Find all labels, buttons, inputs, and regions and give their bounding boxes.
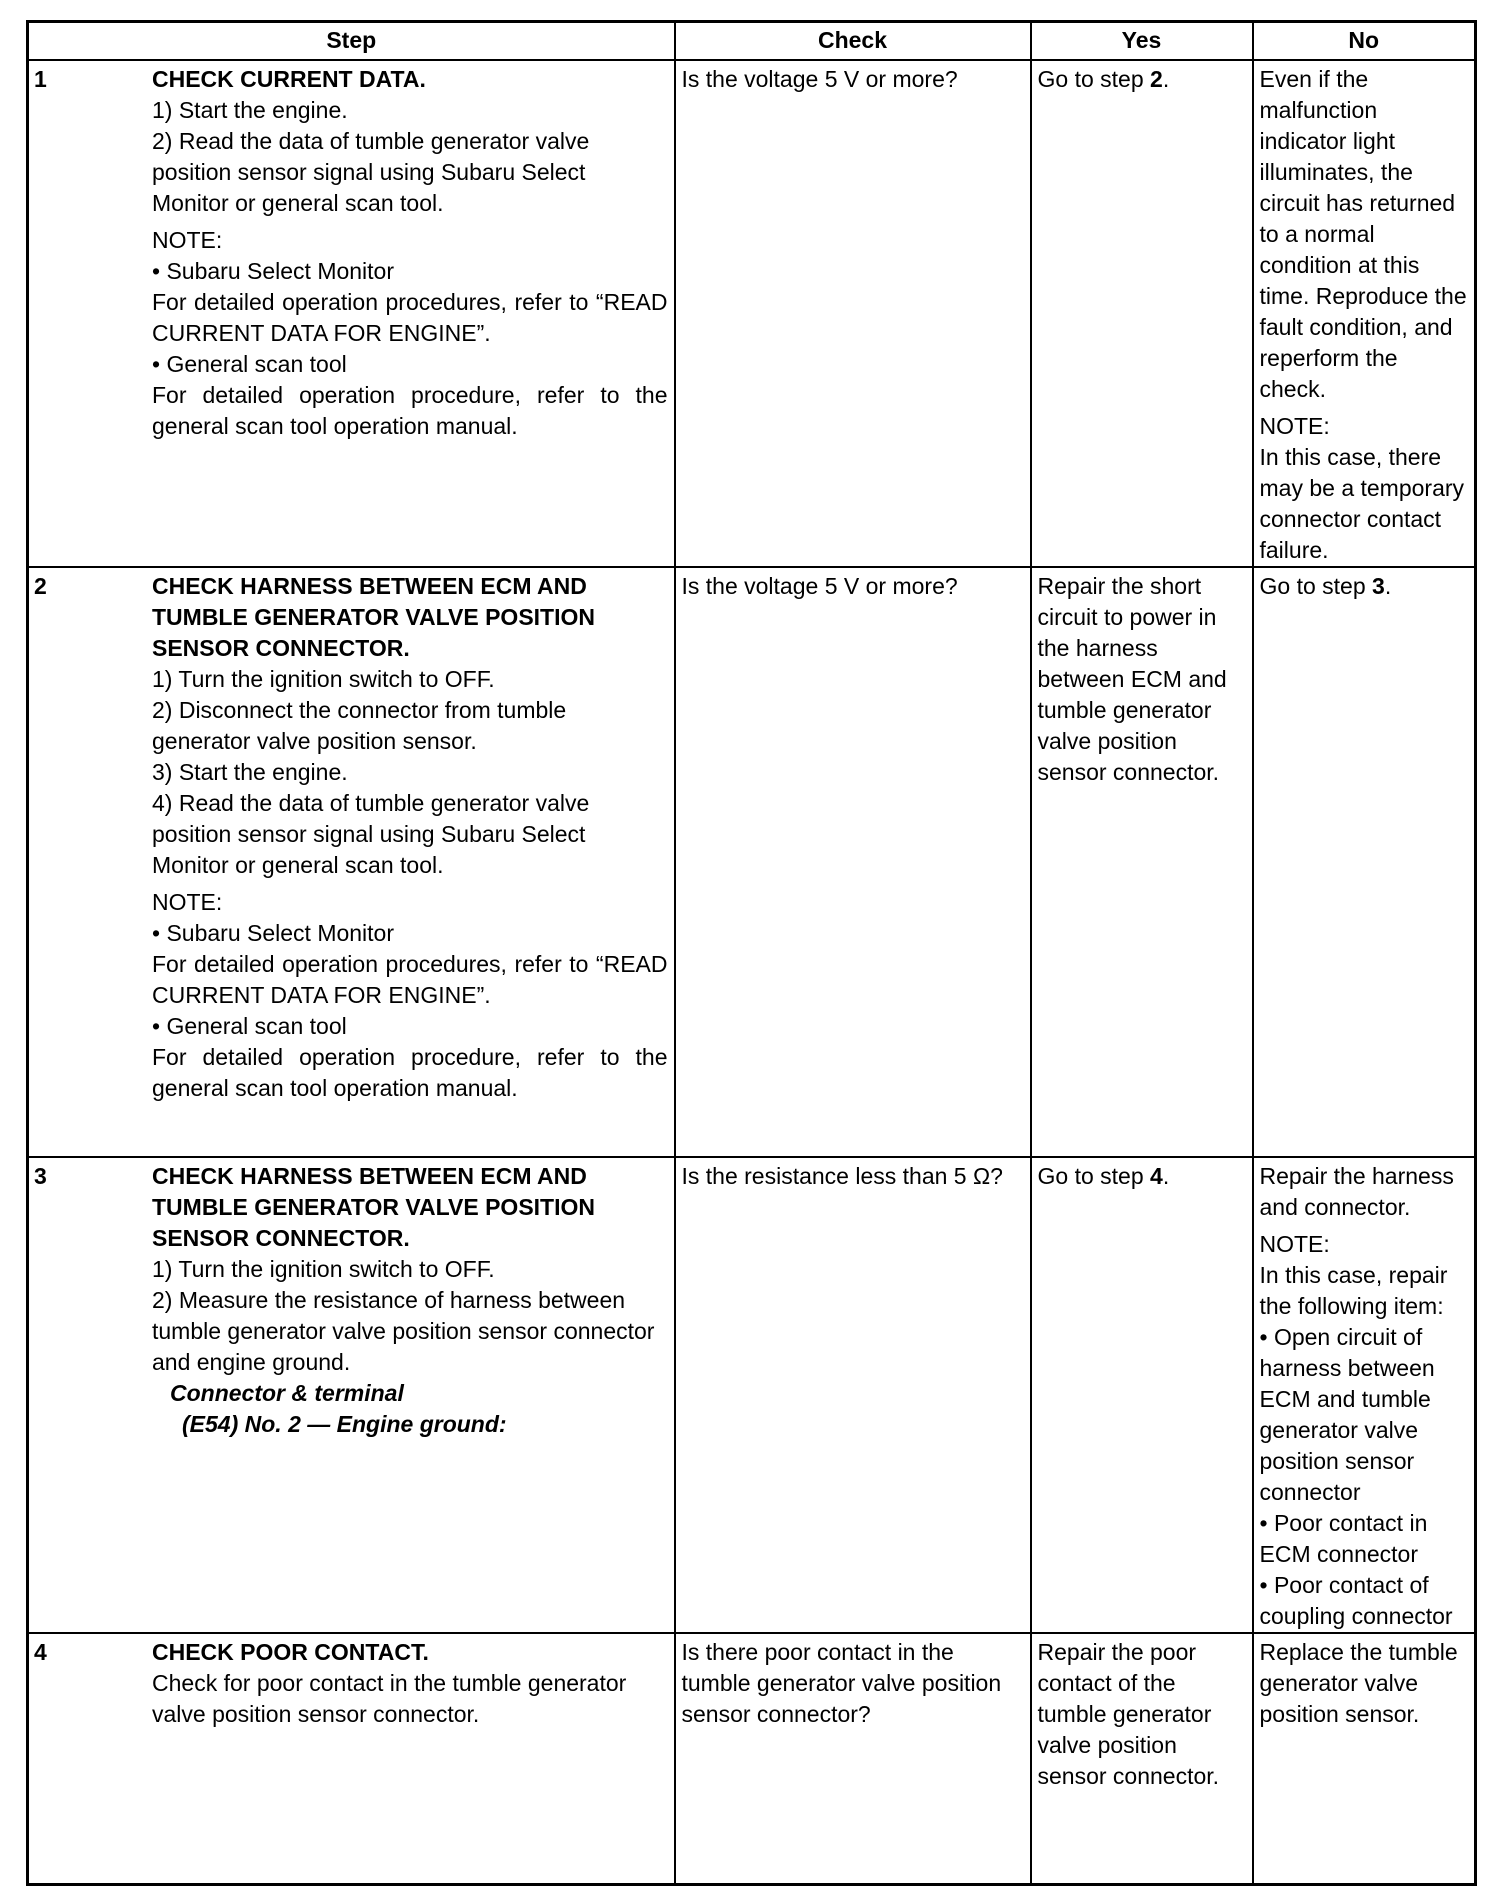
check-cell: Is the voltage 5 V or more?: [675, 567, 1031, 1157]
step-number: 4: [34, 1638, 47, 1665]
list-item: • Open circuit of harness between ECM and tumble generator valve position sensor connector: [1259, 1323, 1435, 1505]
step-cell: [28, 567, 675, 1157]
step-instruction: 1) Start the engine.: [152, 96, 348, 123]
step-number: 2: [34, 572, 47, 599]
yes-cell: Repair the short circuit to power in the harness between ECM and tumble generator valve position sensor connector.: [1031, 567, 1253, 1157]
step-cell: [28, 1157, 675, 1633]
no-cell: [1253, 1157, 1476, 1633]
step-number: 3: [34, 1162, 47, 1189]
step-instruction: 2) Disconnect the connector from tumble generator valve position sensor.: [152, 696, 567, 754]
step-reference: 3: [1372, 572, 1385, 599]
note-text: In this case, repair the following item:: [1259, 1261, 1448, 1319]
list-item: • Poor contact of coupling connector: [1259, 1571, 1453, 1629]
table-row-step-1: [28, 60, 1476, 567]
list-item: • Poor contact in ECM connector: [1259, 1509, 1428, 1567]
yes-cell: Repair the poor contact of the tumble generator valve position sensor connector.: [1031, 1633, 1253, 1885]
check-cell: Is there poor contact in the tumble generator valve position sensor connector?: [675, 1633, 1031, 1885]
note-bullet: • General scan tool: [152, 1012, 347, 1039]
no-suffix: .: [1384, 572, 1392, 599]
step-instruction: 3) Start the engine.: [152, 758, 348, 785]
note-label: NOTE:: [1259, 412, 1330, 439]
step-number: 1: [34, 65, 47, 92]
yes-cell: [1031, 60, 1253, 567]
step-instruction: 2) Read the data of tumble generator valve position sensor signal using Subaru Select Monitor or general scan tool.: [152, 127, 590, 216]
step-instruction: Check for poor contact in the tumble generator valve position sensor connector.: [152, 1669, 627, 1727]
check-cell: Is the voltage 5 V or more?: [675, 60, 1031, 567]
no-cell: [1253, 567, 1476, 1157]
header-no: No: [1253, 22, 1476, 60]
yes-suffix: .: [1162, 65, 1170, 92]
note-text: For detailed operation procedure, refer to the general scan tool operation manual.: [152, 381, 668, 439]
note-label: NOTE:: [152, 226, 223, 253]
no-text: Repair the harness and connector.: [1259, 1162, 1454, 1220]
note-text: For detailed operation procedures, refer to “READ CURRENT DATA FOR ENGINE”.: [152, 288, 668, 346]
note-bullet: • Subaru Select Monitor: [152, 257, 395, 284]
step-instruction: 4) Read the data of tumble generator valve position sensor signal using Subaru Select Monitor or general scan tool.: [152, 789, 590, 878]
yes-text: Go to step: [1037, 1162, 1151, 1189]
step-cell: [28, 60, 675, 567]
no-cell: [1253, 60, 1476, 567]
note-label: NOTE:: [152, 888, 223, 915]
table-row-step-2: [28, 567, 1476, 1157]
table-row-step-4: [28, 1633, 1476, 1885]
table-row-step-3: [28, 1157, 1476, 1633]
check-cell: Is the resistance less than 5 Ω?: [675, 1157, 1031, 1633]
note-bullet: • General scan tool: [152, 350, 347, 377]
step-title: CHECK HARNESS BETWEEN ECM AND TUMBLE GENERATOR VALVE POSITION SENSOR CONNECTOR.: [152, 1162, 595, 1251]
step-cell: [28, 1633, 675, 1885]
step-reference: 2: [1150, 65, 1163, 92]
yes-suffix: .: [1162, 1162, 1170, 1189]
note-text: For detailed operation procedures, refer to “READ CURRENT DATA FOR ENGINE”.: [152, 950, 668, 1008]
step-instruction: 2) Measure the resistance of harness between tumble generator valve position sensor connector and engine ground.: [152, 1286, 655, 1375]
note-text: For detailed operation procedure, refer to the general scan tool operation manual.: [152, 1043, 668, 1101]
spec-label: Connector & terminal: [170, 1379, 404, 1406]
header-check: Check: [675, 22, 1031, 60]
step-title: CHECK HARNESS BETWEEN ECM AND TUMBLE GENERATOR VALVE POSITION SENSOR CONNECTOR.: [152, 572, 595, 661]
note-bullet: • Subaru Select Monitor: [152, 919, 395, 946]
header-step: Step: [28, 22, 675, 60]
diagnostic-table: [26, 20, 1477, 1886]
note-text: In this case, there may be a temporary connector contact failure.: [1259, 443, 1465, 563]
header-yes: Yes: [1031, 22, 1253, 60]
spec-value: (E54) No. 2 — Engine ground:: [182, 1410, 507, 1437]
no-cell: Replace the tumble generator valve position sensor.: [1253, 1633, 1476, 1885]
no-text: Go to step: [1259, 572, 1373, 599]
step-instruction: 1) Turn the ignition switch to OFF.: [152, 1255, 495, 1282]
header-row: [28, 22, 1476, 60]
no-text: Even if the malfunction indicator light illuminates, the circuit has returned to a normal condition at this time. Reproduce the fault condition, and reperform the check.: [1259, 65, 1467, 402]
step-title: CHECK POOR CONTACT.: [152, 1638, 429, 1665]
step-reference: 4: [1150, 1162, 1163, 1189]
step-instruction: 1) Turn the ignition switch to OFF.: [152, 665, 495, 692]
yes-text: Go to step: [1037, 65, 1151, 92]
yes-cell: [1031, 1157, 1253, 1633]
note-label: NOTE:: [1259, 1230, 1330, 1257]
step-title: CHECK CURRENT DATA.: [152, 65, 426, 92]
